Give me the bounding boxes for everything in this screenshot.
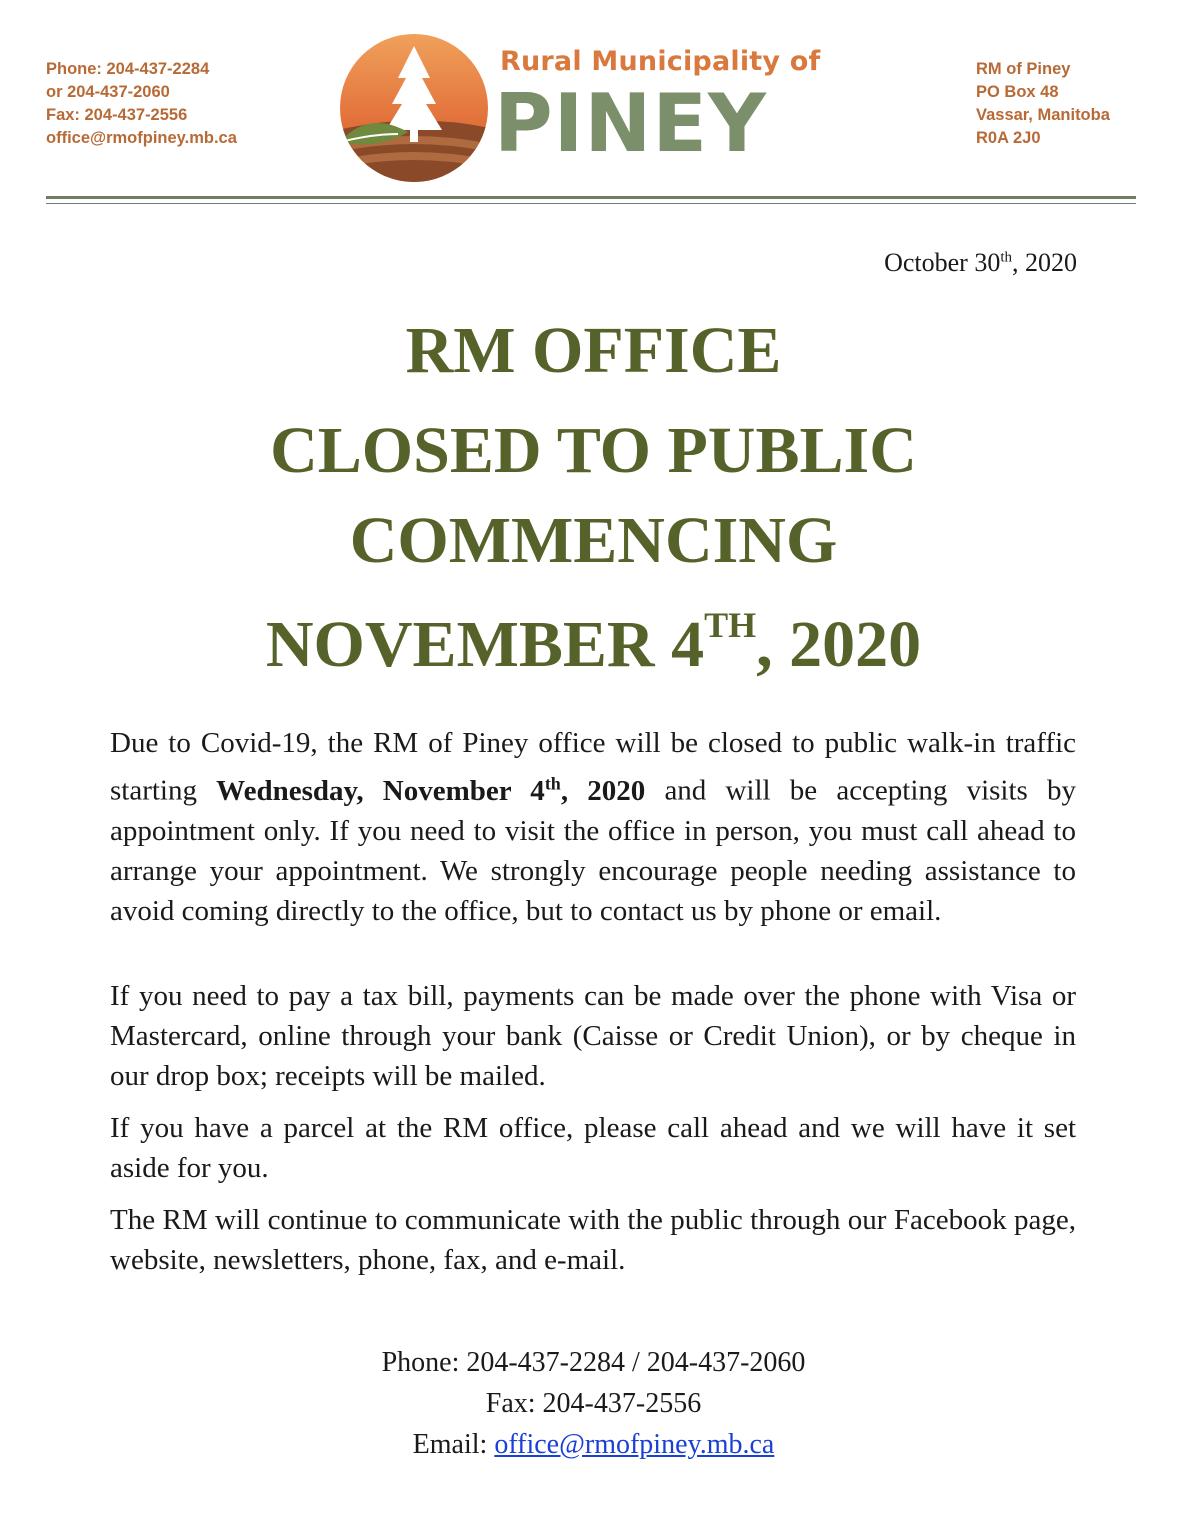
header-divider — [46, 196, 1136, 199]
address-line: Vassar, Manitoba — [976, 106, 1110, 124]
body-paragraph-parcel: If you have a parcel at the RM office, please call ahead and we will have it set aside for you. — [110, 1112, 1076, 1184]
letterhead-address — [976, 58, 1176, 150]
address-line: RM of Piney — [976, 60, 1071, 78]
headline-line-4: NOVEMBER 4TH, 2020 — [265, 605, 922, 681]
body-paragraph-tax: If you need to pay a tax bill, payments can be made over the phone with Visa or Mastercard, online through your bank (Caisse or Credit Union), or by cheque in our drop box; receipts will be mailed. — [110, 980, 1076, 1092]
letterhead-phone: Phone: 204-437-2284 — [46, 60, 210, 78]
notice-date: October 30th, 2020 — [884, 248, 1077, 277]
header-divider-thin — [46, 203, 1136, 204]
footer-email: Email: office@rmofpiney.mb.ca — [412, 1429, 775, 1460]
headline-line-2: CLOSED TO PUBLIC — [270, 414, 917, 487]
email-link[interactable]: office@rmofpiney.mb.ca — [494, 1429, 775, 1460]
address-line: PO Box 48 — [976, 83, 1059, 101]
body-paragraph-communication: The RM will continue to communicate with the public through our Facebook page, website, newsletters, phone, fax, and e-mail. — [110, 1204, 1076, 1276]
body-paragraph-closure: Due to Covid-19, the RM of Piney office will be closed to public walk-in traffic starting Wednesday, November 4th, 2020 and will be accepting visits by appointment only. If you need to visit the office in person, you must call ahead to arrange your appointment. We strongly encourage people needing assistance to avoid coming directly to the office, but to contact us by phone or email. — [110, 727, 1077, 927]
piney-logo-icon — [338, 32, 490, 184]
address-line: R0A 2J0 — [976, 129, 1041, 147]
headline-line-3: COMMENCING — [349, 504, 838, 577]
letterhead-contact — [46, 58, 326, 150]
letterhead-phone-alt: or 204-437-2060 — [46, 83, 170, 101]
letterhead-email: office@rmofpiney.mb.ca — [46, 129, 237, 147]
logo-subtitle: Rural Municipality of — [500, 46, 821, 77]
footer-phone: Phone: 204-437-2284 / 204-437-2060 — [381, 1347, 806, 1378]
footer-fax: Fax: 204-437-2556 — [485, 1388, 702, 1419]
headline-line-1: RM OFFICE — [405, 314, 782, 387]
letterhead-fax: Fax: 204-437-2556 — [46, 106, 188, 124]
logo-title: PINEY — [494, 77, 767, 170]
